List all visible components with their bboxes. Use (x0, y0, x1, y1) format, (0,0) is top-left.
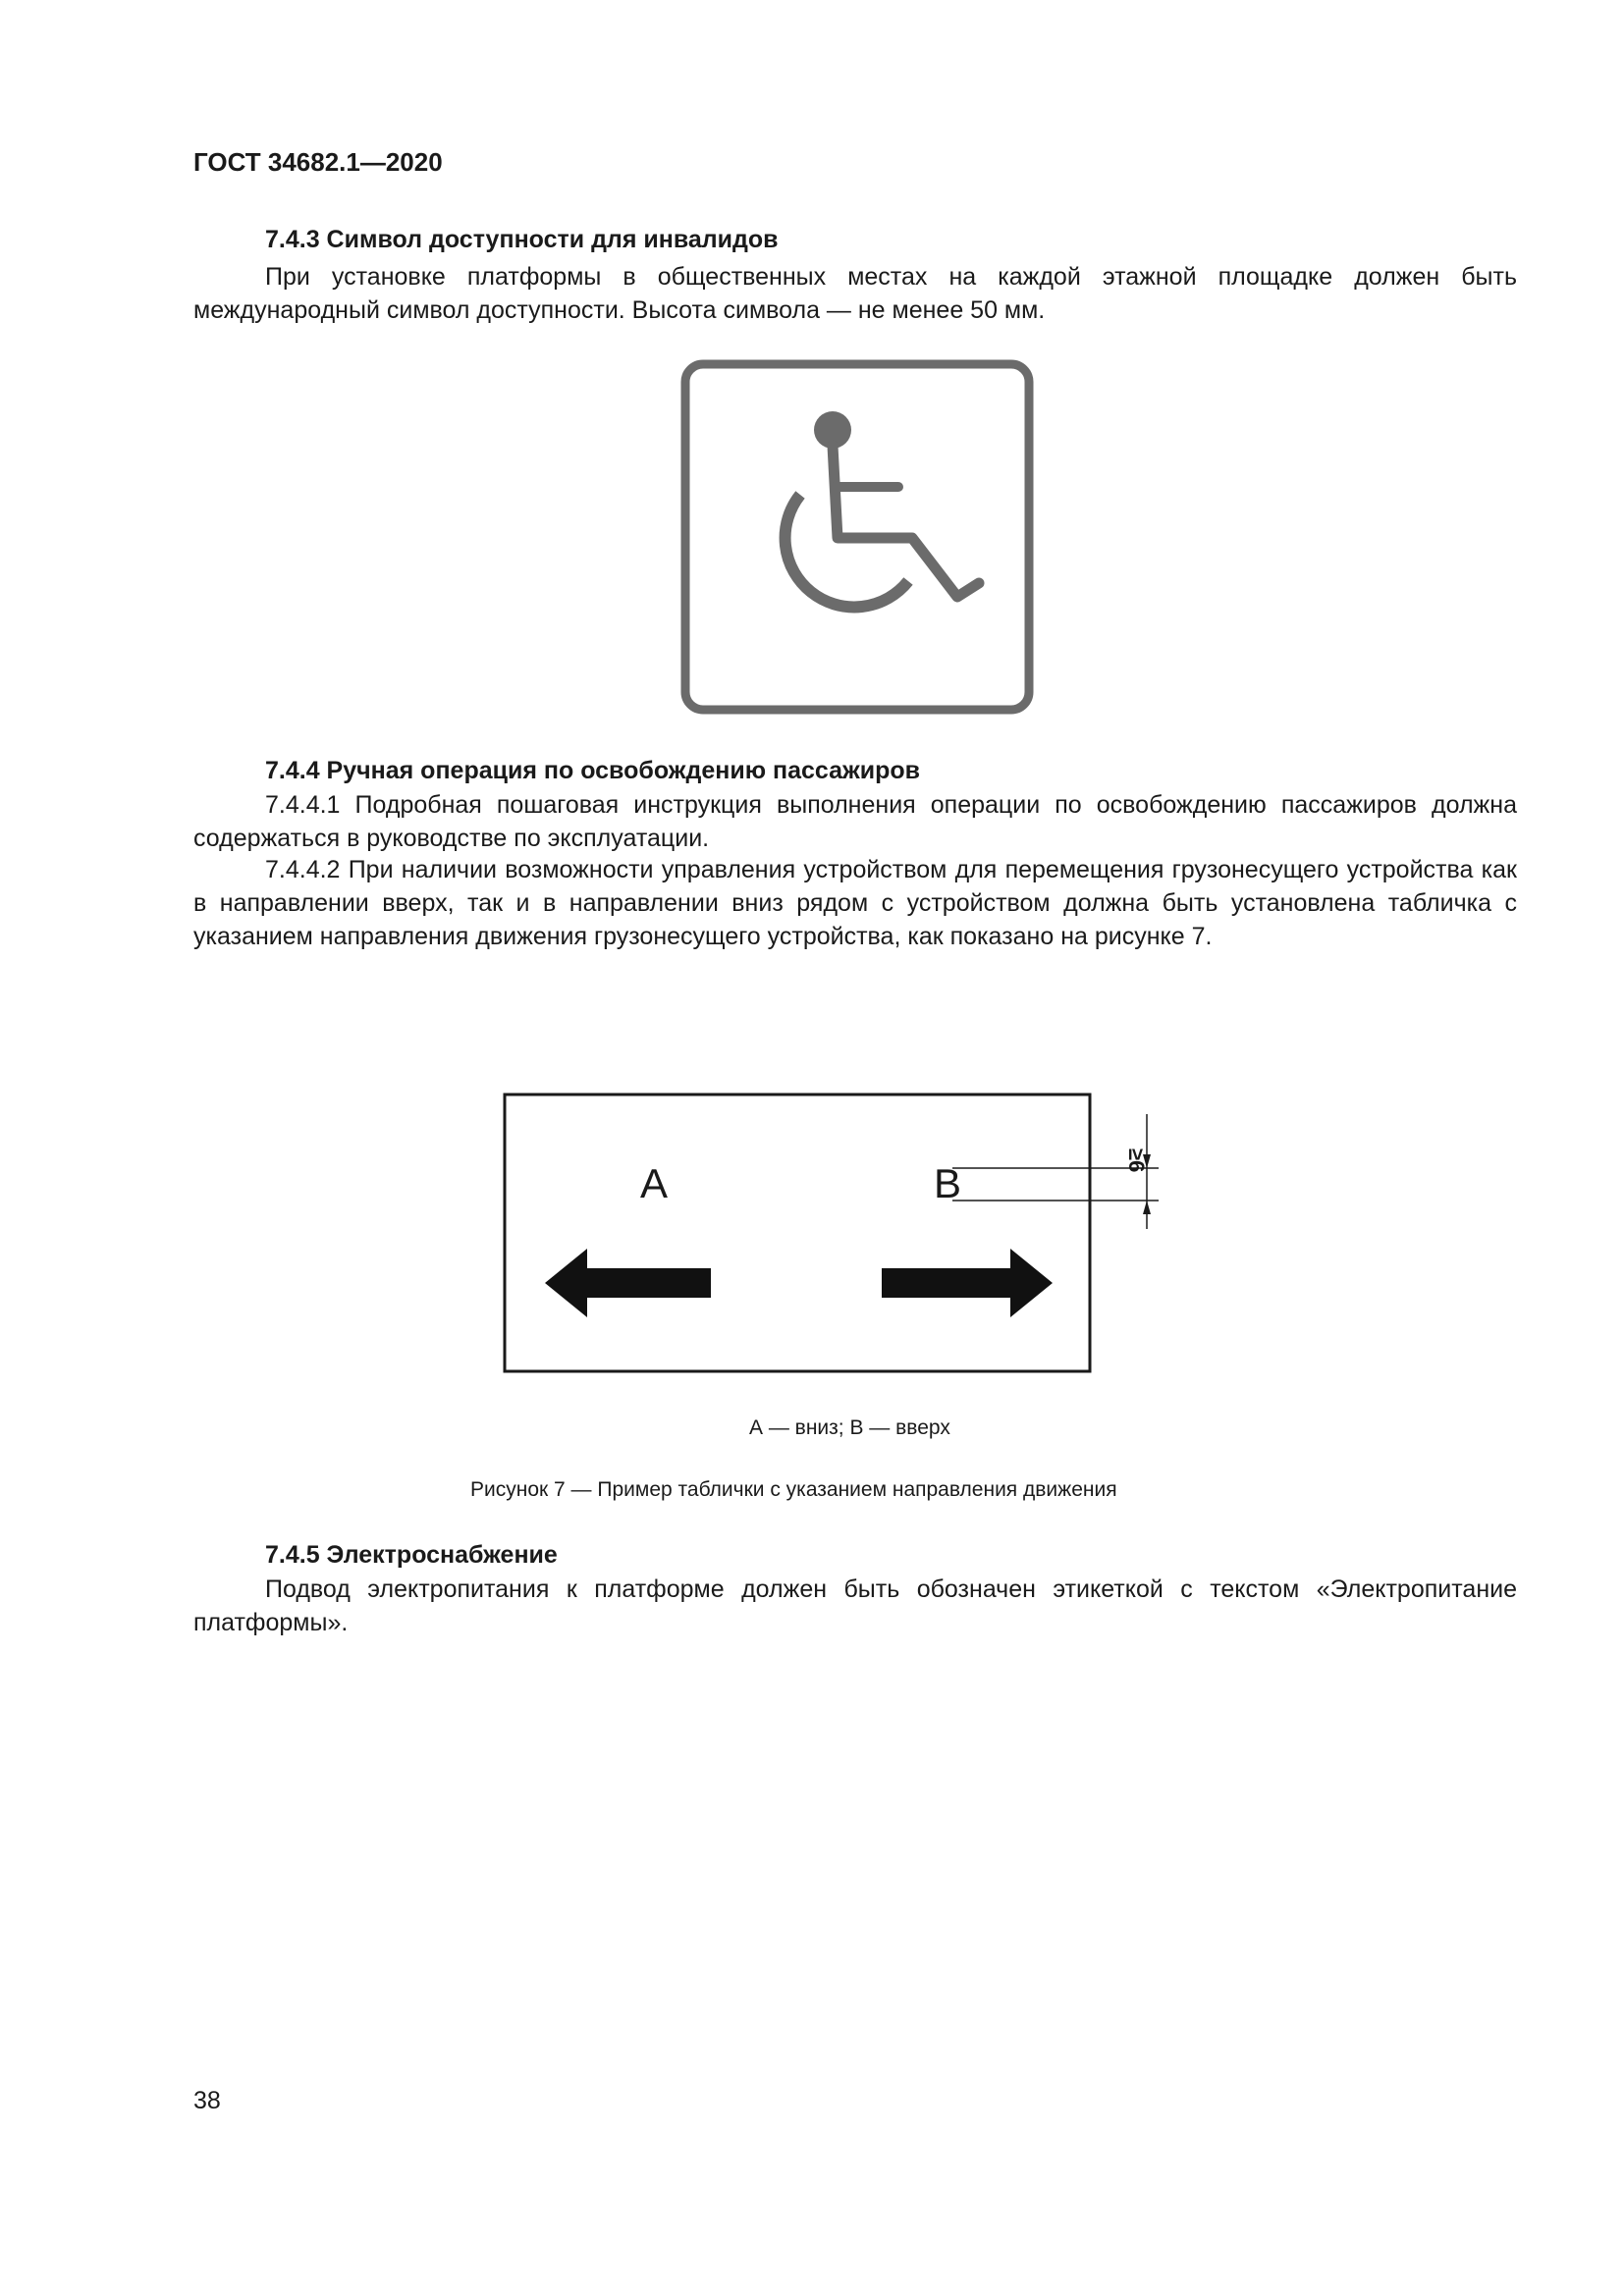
paragraph-7-4-3 (193, 260, 1517, 327)
document-header: ГОСТ 34682.1—2020 (193, 147, 443, 177)
paragraph-7-4-4-2-text: 7.4.4.2 При наличии возможности управления устройством для перемещения грузонесущего устройства как в направлении вверх, так и в направлении вниз рядом с устройством должна быть установлена табличка с указанием направления движения грузонесущего устройства, как показано на рисунке 7. (193, 856, 1517, 950)
section-heading-7-4-4: 7.4.4 Ручная операция по освобождению пассажиров (265, 757, 921, 784)
paragraph-7-4-4-1 (193, 788, 1517, 855)
page-number: 38 (193, 2087, 221, 2114)
paragraph-7-4-5 (193, 1573, 1517, 1639)
paragraph-7-4-4-2 (193, 853, 1517, 953)
section-heading-7-4-5: 7.4.5 Электроснабжение (265, 1541, 558, 1569)
figure-7-caption: Рисунок 7 — Пример таблички с указанием направления движения (470, 1478, 1117, 1501)
section-heading-7-4-3: 7.4.3 Символ доступности для инвалидов (265, 226, 779, 253)
accessibility-symbol-icon (680, 359, 1034, 715)
paragraph-7-4-5-text: Подвод электропитания к платформе должен быть обозначен этикеткой с текстом «Электропитание платформы». (193, 1575, 1517, 1636)
figure-7-legend: А — вниз; В — вверх (749, 1416, 950, 1439)
paragraph-7-4-4-1-text: 7.4.4.1 Подробная пошаговая инструкция выполнения операции по освобождению пассажиров должна содержаться в руководстве по эксплуатации. (193, 791, 1517, 852)
sign-label-a: A (640, 1160, 669, 1206)
arrow-left-icon (545, 1249, 711, 1317)
paragraph-7-4-3-text: При установке платформы в общественных местах на каждой этажной площадке должен быть международный символ доступности. Высота символа — не менее 50 мм. (193, 263, 1517, 324)
figure-7-direction-sign (491, 1090, 1178, 1384)
dimension-label: ≥6 (1124, 1148, 1149, 1173)
arrow-right-icon (882, 1249, 1053, 1317)
sign-label-b: B (934, 1160, 962, 1206)
